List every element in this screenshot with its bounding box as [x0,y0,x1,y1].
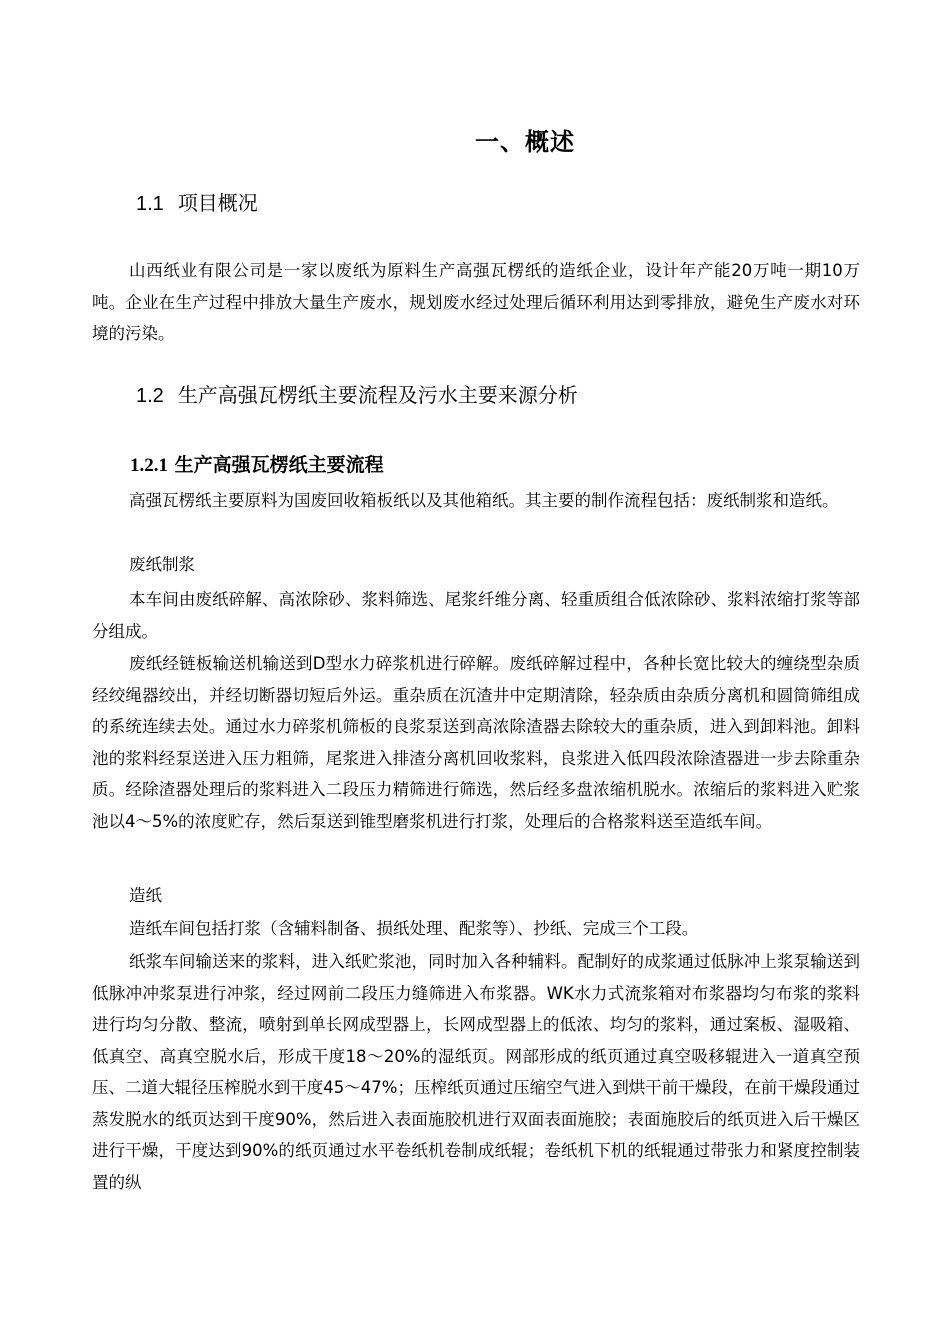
paragraph-raw-materials: 高强瓦楞纸主要原料为国废回收箱板纸以及其他箱纸。其主要的制作流程包括：废纸制浆和造纸。 [129,491,839,510]
paragraph-papermaking-process: 纸浆车间输送来的浆料，进入纸贮浆池，同时加入各种辅料。配制好的成浆通过低脉冲上浆泵输送到低脉冲冲浆泵进行冲浆，经过网前二段压力缝筛进入布浆器。WK水力式流浆箱对布浆器均匀布浆的浆料进行均匀分散、整流，喷射到单长网成型器上，长网成型器上的低浓、均匀的浆料，通过案板、湿吸箱、低真空、高真空脱水后，形成干度18～20%的湿纸页。网部形成的纸页通过真空吸移辊进入一道真空预压、二道大辊径压榨脱水到干度45～47%；压榨纸页通过压缩空气进入到烘干前干燥段，在前干燥段通过蒸发脱水的纸页达到干度90%，然后进入表面施胶机进行双面表面施胶；表面施胶后的纸页进入后干燥区进行干燥，干度达到90%的纸页通过水平卷纸机卷制成纸辊；卷纸机下机的纸辊通过带张力和紧度控制装置的纵 [92,952,860,1192]
section-number: 1.2 [136,385,164,407]
section-title-text: 生产高强瓦楞纸主要流程及污水主要来源分析 [177,383,578,407]
section-heading-1-2 [136,381,578,410]
subsection-number: 1.2.1 [130,455,168,476]
chapter-title: 一、概述 [475,128,575,156]
paragraph-workshop-composition: 本车间由废纸碎解、高浓除砂、浆料筛选、尾浆纤维分离、轻重质组合低浓除砂、浆料浓缩打浆等部分组成。 [92,590,860,641]
section-heading-1-1 [136,189,258,218]
paragraph-pulping-process: 废纸经链板输送机输送到D型水力碎浆机进行碎解。废纸碎解过程中，各种长宽比较大的缠绕型杂质经绞绳器绞出，并经切断器切短后外运。重杂质在沉渣井中定期清除，轻杂质由杂质分离机和圆筒筛组成的系统连续去处。通过水力碎浆机筛板的良浆泵送到高浓除渣器去除较大的重杂质，进入到卸料池。卸料池的浆料经泵送进入压力粗筛，尾浆进入排渣分离机回收浆料，良浆进入低四段浓除渣器进一步去除重杂质。经除渣器处理后的浆料进入二段压力精筛进行筛选，然后经多盘浓缩机脱水。浓缩后的浆料进入贮浆池以4～5%的浓度贮存，然后泵送到锥型磨浆机进行打浆，处理后的合格浆料送至造纸车间。 [92,654,860,831]
paragraph-project-overview: 山西纸业有限公司是一家以废纸为原料生产高强瓦楞纸的造纸企业，设计年产能20万吨一期10万吨。企业在生产过程中排放大量生产废水，规划废水经过处理后循环利用达到零排放，避免生产废水对环境的污染。 [92,261,860,343]
subsection-heading-1-2-1 [130,451,384,480]
section-number: 1.1 [136,193,164,215]
paragraph-papermaking-sections: 造纸车间包括打浆（含辅料制备、损纸处理、配浆等）、抄纸、完成三个工段。 [129,919,699,938]
subsection-title-text: 生产高强瓦楞纸主要流程 [174,454,384,476]
section-title-text: 项目概况 [177,191,258,215]
label-papermaking: 造纸 [129,886,162,905]
label-waste-paper-pulping: 废纸制浆 [129,555,195,574]
